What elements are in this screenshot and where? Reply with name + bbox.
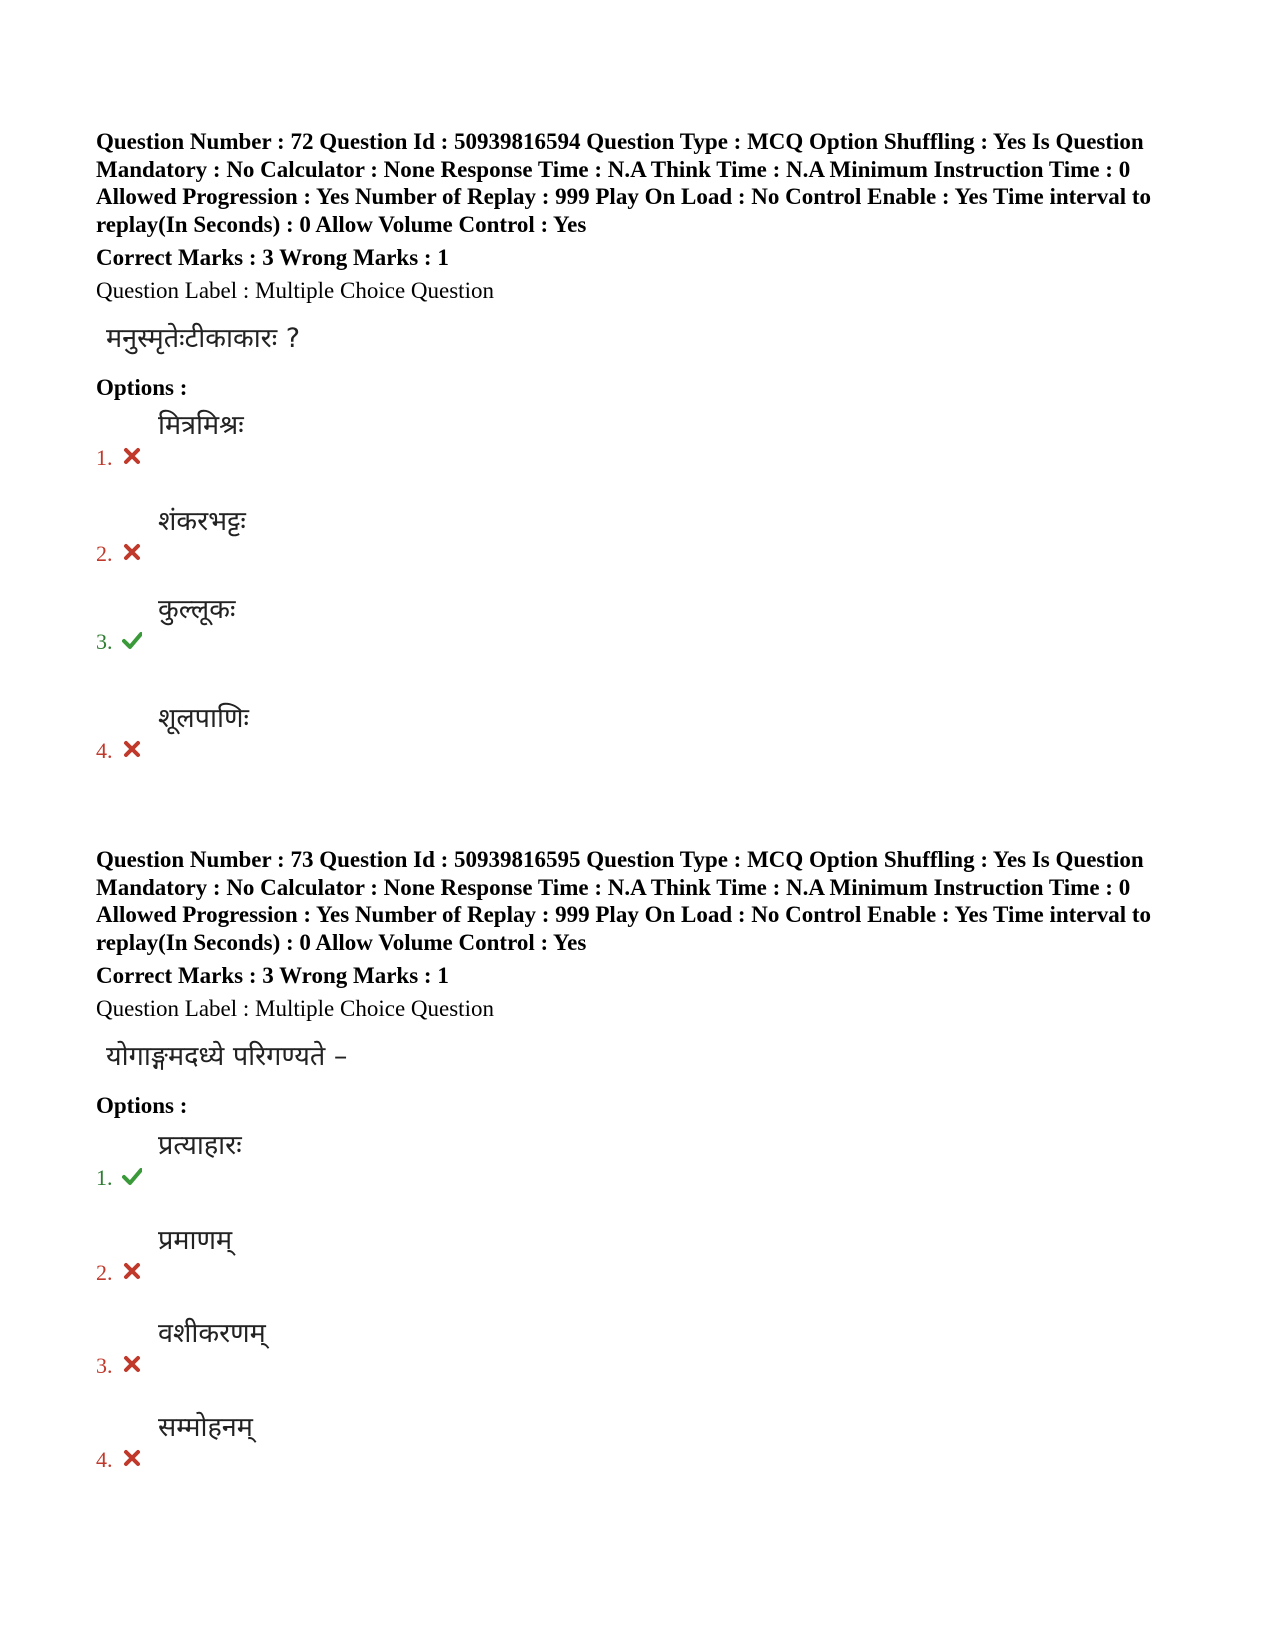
option-3: [96, 594, 596, 654]
option-text: प्रमाणम्: [158, 1225, 233, 1256]
question-marks: Correct Marks : 3 Wrong Marks : 1: [96, 963, 449, 988]
option-number: 4.: [96, 1447, 113, 1472]
option-text: सम्मोहनम्: [158, 1412, 253, 1443]
option-number: 3.: [96, 629, 113, 654]
question-meta: Question Number : 73 Question Id : 50939816595 Question Type : MCQ Option Shuffling : Yes Is Question Mandatory : No Calculator : None Response Time : N.A Think Time : N.A Minimum Instruction Time : 0 Allowed Progression : Yes Number of Replay : 999 Play On Load : No Control Enable : Yes Time interval to replay(In Seconds) : 0 Allow Volume Control : Yes: [96, 847, 1152, 955]
question-text: योगाङ्गमदध्ये परिगण्यते –: [106, 1041, 348, 1072]
cross-icon: [122, 1261, 142, 1281]
option-number: 2.: [96, 541, 113, 566]
option-text: कुल्लूकः: [158, 594, 236, 625]
option-text: शंकरभट्टः: [158, 506, 246, 537]
question-text: मनुस्मृतेःटीकाकारः ?: [106, 323, 301, 354]
options-heading: Options :: [96, 375, 188, 400]
question-marks: Correct Marks : 3 Wrong Marks : 1: [96, 245, 449, 270]
option-4: [96, 1412, 596, 1472]
question-meta: Question Number : 72 Question Id : 50939816594 Question Type : MCQ Option Shuffling : Yes Is Question Mandatory : No Calculator : None Response Time : N.A Think Time : N.A Minimum Instruction Time : 0 Allowed Progression : Yes Number of Replay : 999 Play On Load : No Control Enable : Yes Time interval to replay(In Seconds) : 0 Allow Volume Control : Yes: [96, 129, 1152, 237]
option-text: वशीकरणम्: [158, 1318, 266, 1349]
option-number: 1.: [96, 445, 113, 470]
option-number: 2.: [96, 1260, 113, 1285]
cross-icon: [122, 446, 142, 466]
question-block-73: [96, 846, 1196, 1119]
cross-icon: [122, 1448, 142, 1468]
option-4: [96, 703, 596, 763]
option-text: शूलपाणिः: [158, 703, 249, 734]
question-label: Question Label : Multiple Choice Question: [96, 996, 494, 1021]
option-2: [96, 1225, 596, 1285]
option-2: [96, 506, 596, 566]
option-text: प्रत्याहारः: [158, 1130, 242, 1161]
option-1: [96, 410, 596, 470]
option-1: [96, 1130, 596, 1190]
option-3: [96, 1318, 596, 1378]
option-number: 1.: [96, 1165, 113, 1190]
cross-icon: [122, 542, 142, 562]
option-text: मित्रमिश्रः: [158, 410, 244, 441]
cross-icon: [122, 1354, 142, 1374]
question-label: Question Label : Multiple Choice Question: [96, 278, 494, 303]
check-icon: [122, 1166, 142, 1186]
option-number: 4.: [96, 738, 113, 763]
cross-icon: [122, 739, 142, 759]
option-number: 3.: [96, 1353, 113, 1378]
options-heading: Options :: [96, 1093, 188, 1118]
check-icon: [122, 630, 142, 650]
question-block-72: [96, 128, 1196, 401]
